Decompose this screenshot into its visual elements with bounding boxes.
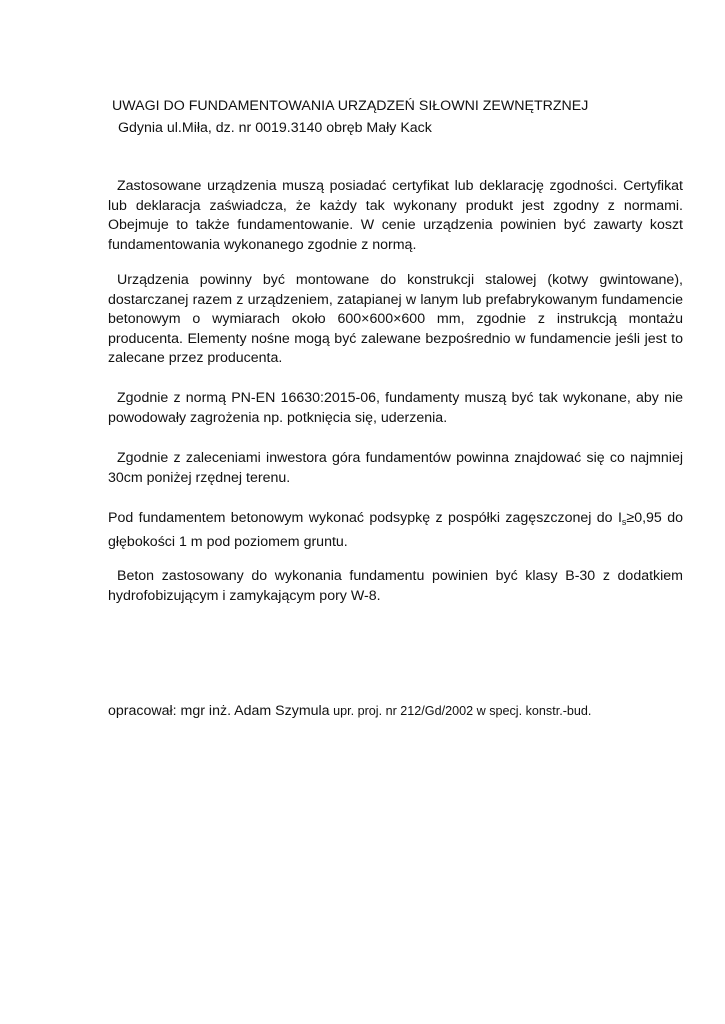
paragraph-certification-text: Zastosowane urządzenia muszą posiadać certyfikat lub deklarację zgodności. Certyfikat lub deklaracja zaświadcza, że każdy tak wykonany produkt jest zgodny z normami. Obejmuje to także fundamentowanie. W cenie urządzenia powinien być zawarty koszt fundamentowania wykonanego zgodnie z normą. xyxy=(108,178,683,253)
paragraph-standard xyxy=(108,389,683,428)
document-title: UWAGI DO FUNDAMENTOWANIA URZĄDZEŃ SIŁOWNI ZEWNĘTRZNEJ xyxy=(112,98,589,114)
paragraph-concrete-text: Beton zastosowany do wykonania fundamentu powinien być klasy B-30 z dodatkiem hydrofobizującym i zamykającym pory W-8. xyxy=(108,568,683,604)
signature-author: opracował: mgr inż. Adam Szymula xyxy=(108,703,330,719)
paragraph-mounting-text: Urządzenia powinny być montowane do konstrukcji stalowej (kotwy gwintowane), dostarczanej razem z urządzeniem, zatapianej w lanym lub prefabrykowanym fundamencie betonowym o wymiarach około 600×600×600 mm, zgodnie z instrukcją montażu producenta. Elementy nośne mogą być zalewane bezpośrednio w fundamencie jeśli jest to zalecane przez producenta. xyxy=(108,272,683,366)
paragraph-mounting xyxy=(108,271,683,369)
subbase-text-after: ≥0,95 do głębokości 1 m pod poziomem gruntu. xyxy=(108,510,684,550)
paragraph-concrete xyxy=(108,567,683,606)
paragraph-foundation-depth xyxy=(108,449,683,488)
paragraph-certification xyxy=(108,177,683,255)
subbase-subscript: s xyxy=(621,517,627,527)
paragraph-standard-text: Zgodnie z normą PN-EN 16630:2015-06, fundamenty muszą być tak wykonane, aby nie powodowały zagrożenia np. potknięcia się, uderzenia. xyxy=(108,390,683,426)
document-location: Gdynia ul.Miła, dz. nr 0019.3140 obręb Mały Kack xyxy=(118,120,432,136)
subbase-text-before: Pod fundamentem betonowym wykonać podsypkę z pospółki zagęszczonej do I xyxy=(108,510,622,526)
signature-line xyxy=(108,703,591,719)
paragraph-foundation-depth-text: Zgodnie z zaleceniami inwestora góra fundamentów powinna znajdować się co najmniej 30cm poniżej rzędnej terenu. xyxy=(108,450,683,486)
signature-credentials: upr. proj. nr 212/Gd/2002 w specj. konstr.-bud. xyxy=(329,704,592,718)
paragraph-subbase xyxy=(108,509,683,552)
